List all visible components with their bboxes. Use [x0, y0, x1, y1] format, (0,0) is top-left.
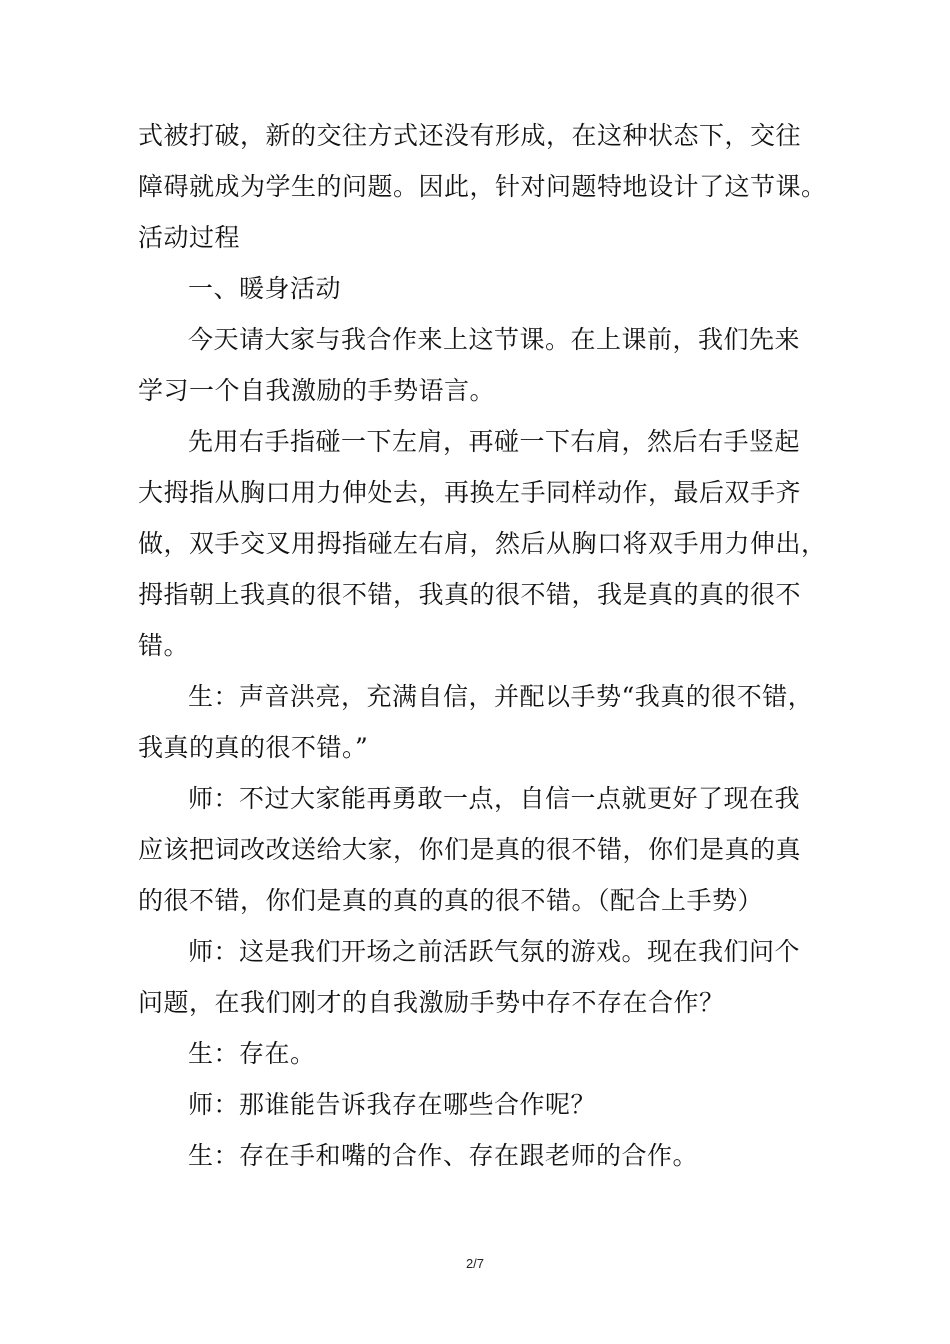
- text-line: 师：不过大家能再勇敢一点，自信一点就更好了现在我: [188, 784, 801, 813]
- text-line: 师：这是我们开场之前活跃气氛的游戏。现在我们问个: [188, 937, 801, 966]
- text-line: 大拇指从胸口用力伸处去，再换左手同样动作，最后双手齐: [138, 478, 802, 507]
- text-line: 生：存在手和嘴的合作、存在跟老师的合作。: [188, 1141, 699, 1170]
- text-line: 师：那谁能告诉我存在哪些合作呢？: [188, 1090, 597, 1119]
- text-line: 今天请大家与我合作来上这节课。在上课前，我们先来: [188, 325, 801, 354]
- text-line: 问题，在我们刚才的自我激励手势中存不存在合作？: [138, 988, 725, 1017]
- text-line: 障碍就成为学生的问题。因此，针对问题特地设计了这节课。: [138, 172, 827, 201]
- text-line: 我真的真的很不错。”: [138, 733, 369, 762]
- text-line: 做，双手交叉用拇指碰左右肩，然后从胸口将双手用力伸出，: [138, 529, 827, 558]
- text-line: 先用右手指碰一下左肩，再碰一下右肩，然后右手竖起: [188, 427, 801, 456]
- text-line: 一、暖身活动: [188, 274, 342, 303]
- text-line: 学习一个自我激励的手势语言。: [138, 376, 496, 405]
- text-line: 生：声音洪亮，充满自信，并配以手势“我真的很不错，: [188, 682, 814, 711]
- document-body: [138, 110, 827, 1181]
- page-number: 2/7: [465, 1256, 485, 1271]
- text-line: 式被打破，新的交往方式还没有形成，在这种状态下，交往: [138, 121, 802, 150]
- text-line: 活动过程: [138, 223, 241, 252]
- text-line: 拇指朝上我真的很不错，我真的很不错，我是真的真的很不: [138, 580, 802, 609]
- text-line: 的很不错，你们是真的真的真的很不错。（配合上手势）: [138, 886, 764, 915]
- text-line: 应该把词改改送给大家，你们是真的很不错，你们是真的真: [138, 835, 802, 864]
- text-line: 生：存在。: [188, 1039, 316, 1068]
- text-line: 错。: [138, 631, 190, 660]
